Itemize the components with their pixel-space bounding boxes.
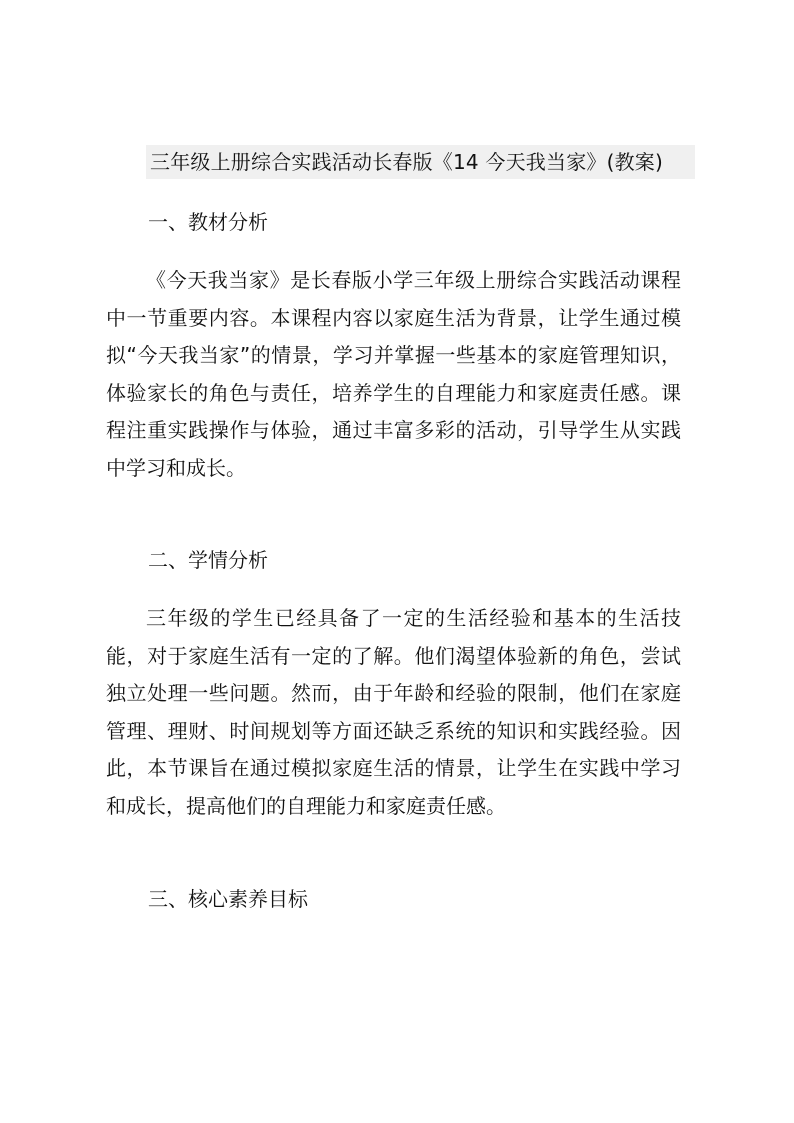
section-heading-student-analysis: 二、学情分析 — [148, 548, 268, 572]
section-heading-textbook-analysis: 一、教材分析 — [148, 210, 268, 234]
section-paragraph-student-analysis: 三年级的学生已经具备了一定的生活经验和基本的生活技能，对于家庭生活有一定的了解。他们渴望体验新的角色，尝试独立处理一些问题。然而，由于年龄和经验的限制，他们在家庭管理、理财、时间规划等方面还缺乏系统的知识和实践经验。因此，本节课旨在通过模拟家庭生活的情景，让学生在实践中学习和成长，提高他们的自理能力和家庭责任感。 — [106, 606, 681, 818]
document-title: 三年级上册综合实践活动长春版《14 今天我当家》(教案) — [146, 145, 695, 179]
section-heading-core-literacy-goals: 三、核心素养目标 — [148, 887, 308, 911]
section-paragraph-textbook-analysis: 《今天我当家》是长春版小学三年级上册综合实践活动课程中一节重要内容。本课程内容以家庭生活为背景，让学生通过模拟“今天我当家”的情景，学习并掌握一些基本的家庭管理知识，体验家长的角色与责任，培养学生的自理能力和家庭责任感。课程注重实践操作与体验，通过丰富多彩的活动，引导学生从实践中学习和成长。 — [106, 268, 681, 480]
